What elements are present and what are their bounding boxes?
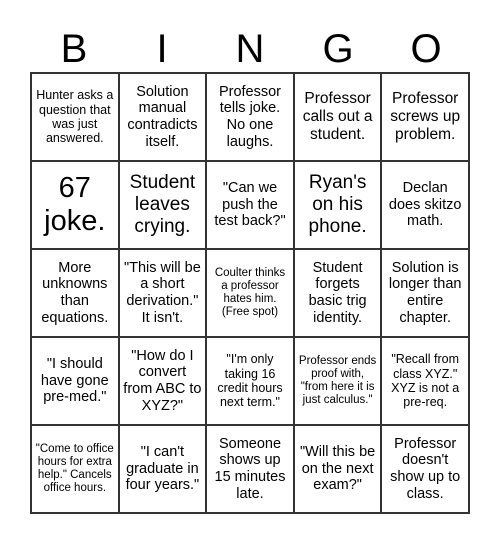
cell-text: "I can't graduate in four years."	[125, 443, 200, 494]
bingo-cell-r5-c1[interactable]	[31, 425, 119, 513]
cell-text: "Recall from class XYZ." XYZ is not a pre-req.	[391, 352, 460, 410]
bingo-cell-r1-c5[interactable]	[381, 73, 469, 161]
cell-text: Declan does skitzo math.	[388, 179, 462, 230]
cell-text: More unknowns than equations.	[41, 259, 109, 326]
bingo-cell-r4-c5[interactable]	[381, 337, 469, 425]
cell-text: "Can we push the test back?"	[214, 179, 286, 230]
bingo-cell-r3-c1[interactable]	[31, 249, 119, 337]
cell-text: Solution is longer than entire chapter.	[388, 259, 462, 326]
bingo-cell-r4-c2[interactable]	[119, 337, 207, 425]
cell-text: "I'm only taking 16 credit hours next term."	[217, 352, 283, 410]
header-letter-o: O	[410, 27, 442, 71]
cell-text: Professor calls out a student.	[302, 90, 373, 143]
bingo-cell-r3-c5[interactable]	[381, 249, 469, 337]
cell-text: "How do I convert from ABC to XYZ?"	[123, 347, 202, 414]
cell-text: Professor tells joke. No one laughs.	[218, 83, 282, 150]
cell-text: 67 joke.	[44, 171, 106, 237]
bingo-cell-r4-c1[interactable]	[31, 337, 119, 425]
bingo-cell-r1-c1[interactable]	[31, 73, 119, 161]
bingo-cell-r5-c5[interactable]	[381, 425, 469, 513]
cell-text: Ryan's on his phone.	[308, 172, 367, 237]
cell-text: Solution manual contradicts itself.	[127, 83, 198, 150]
bingo-cell-r1-c4[interactable]	[294, 73, 382, 161]
bingo-cell-r2-c3[interactable]	[206, 161, 294, 249]
header-letter-n: N	[235, 27, 265, 71]
bingo-cell-r5-c3[interactable]	[206, 425, 294, 513]
bingo-cell-r3-c2[interactable]	[119, 249, 207, 337]
cell-text: Someone shows up 15 minutes late.	[214, 435, 286, 502]
bingo-cell-r2-c5[interactable]	[381, 161, 469, 249]
cell-text: Professor screws up problem.	[390, 90, 461, 143]
bingo-card-grid	[30, 72, 470, 514]
header-letter-i: I	[156, 27, 168, 71]
cell-text: Coulter thinks a professor hates him. (Free spot)	[214, 266, 286, 319]
cell-text: Student leaves crying.	[129, 172, 196, 237]
header-letter-b: B	[60, 27, 88, 71]
cell-text: "This will be a short derivation." It isn't.	[123, 259, 201, 326]
bingo-header	[30, 26, 470, 72]
cell-text: "Will this be on the next exam?"	[299, 443, 376, 494]
bingo-cell-r4-c3[interactable]	[206, 337, 294, 425]
cell-text: "Come to office hours for extra help." Cancels office hours.	[35, 442, 114, 495]
header-letter-g: G	[322, 27, 354, 71]
bingo-cell-r2-c4[interactable]	[294, 161, 382, 249]
bingo-cell-r3-c3 free-space[interactable]	[206, 249, 294, 337]
bingo-cell-r5-c2[interactable]	[119, 425, 207, 513]
bingo-cell-r1-c3[interactable]	[206, 73, 294, 161]
cell-text: Professor doesn't show up to class.	[390, 435, 461, 502]
bingo-cell-r5-c4[interactable]	[294, 425, 382, 513]
bingo-cell-r4-c4[interactable]	[294, 337, 382, 425]
bingo-cell-r3-c4[interactable]	[294, 249, 382, 337]
bingo-cell-r1-c2[interactable]	[119, 73, 207, 161]
cell-text: Student forgets basic trig identity.	[308, 259, 367, 326]
cell-text: Professor ends proof with, "from here it is just calculus."	[298, 354, 377, 407]
bingo-cell-r2-c2[interactable]	[119, 161, 207, 249]
bingo-cell-r2-c1[interactable]	[31, 161, 119, 249]
cell-text: Hunter asks a question that was just answered.	[36, 88, 114, 146]
cell-text: "I should have gone pre-med."	[40, 355, 109, 406]
